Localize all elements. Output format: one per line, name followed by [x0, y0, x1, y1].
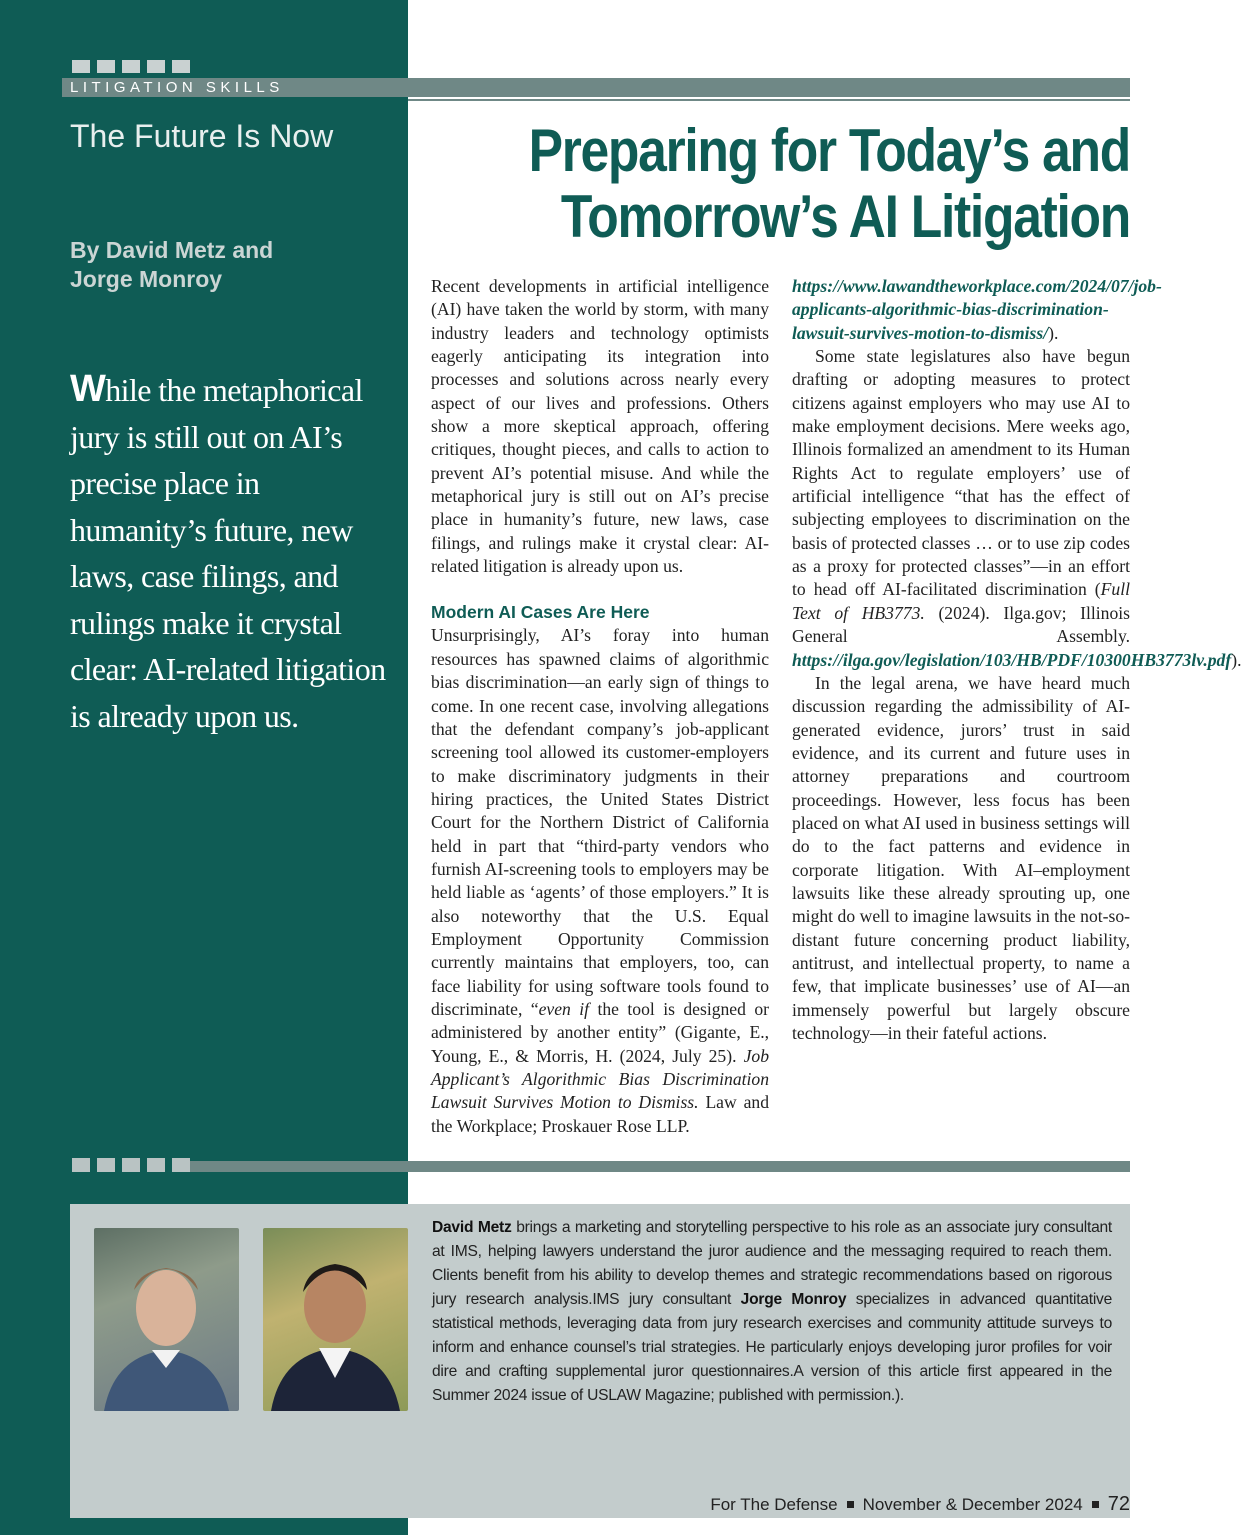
byline-line1: By David Metz and	[70, 237, 274, 263]
author-photo-jorge-monroy	[263, 1228, 408, 1411]
kicker: The Future Is Now	[70, 118, 334, 154]
footer-publication: For The Defense	[710, 1495, 838, 1514]
bio-name-1: David Metz	[432, 1219, 512, 1236]
footer-bullet-icon	[847, 1501, 854, 1508]
bottom-rule	[190, 1161, 1130, 1172]
top-rule	[408, 99, 1130, 101]
footer-bullet-icon	[1092, 1501, 1099, 1508]
page-footer	[710, 1493, 1130, 1516]
footer-issue: November & December 2024	[862, 1495, 1083, 1514]
article-subhead: Modern AI Cases Are Here	[431, 602, 650, 623]
article-paragraph-2: Unsurprisingly, AI’s foray into human resources has spawned claims of algorithmic bias discrimination—an early sign of things to come. In one recent case, involving allegations that the defendant company’s job-applicant screening tool allowed its customer-employers to make discriminatory judgments in their hiring practices, the United States District Court for the Northern District of California held in part that “third-party vendors who furnish AI-screening tools to employers may be held liable as ‘agents’ of those employers.” It is also noteworthy that the U.S. Equal Employment Opportunity Commission currently maintains that employers, too, can face liability for using software tools found to discriminate, “even if the tool is designed or administered by another entity” (Gigante, E., Young, E., & Morris, H. (2024, July 25). Job Applicant’s Algorithmic Bias Discrimination Lawsuit Survives Motion to Dismiss. Law and the Workplace; Proskauer Rose LLP.	[431, 625, 769, 1136]
headline-line2: Tomorrow’s AI Litigation	[560, 183, 1130, 250]
article-paragraph-4: In the legal arena, we have heard much discussion regarding the admissibility of AI-generated evidence, jurors’ trust in said evidence, and its current and future uses in attorney preparations and courtroom proceedings. However, less focus has been placed on what AI used in business settings will do to the fact patterns and evidence in corporate litigation. With AI–employment lawsuits like these already sprouting up, one might do well to imagine lawsuits in the not-so-distant future concerning product liability, antitrust, and intellectual property, to name a few, that implicate businesses’ use of AI—an immensely powerful but largely obscure technology—in their fateful actions.	[792, 672, 1130, 1043]
article-column-2	[792, 275, 1241, 1045]
bio-name-2: Jorge Monroy	[740, 1291, 847, 1308]
pull-quote	[70, 366, 400, 739]
decorative-squares-top	[72, 60, 190, 73]
author-bio-box	[70, 1204, 1130, 1518]
byline-line2: Jorge Monroy	[70, 266, 223, 292]
pull-quote-text: hile the metaphorical jury is still out on AI’s precise place in humanity’s future, new laws, case filings, and rulings make it crystal clear: AI-related litigation is already upon us.	[70, 372, 386, 734]
author-photo-david-metz	[94, 1228, 239, 1411]
source-link-1[interactable]: https://www.lawandtheworkplace.com/2024/07/job-applicants-algorithmic-bias-discrimination-lawsuit-survives-motion-to-dismiss/	[792, 276, 1162, 343]
headline	[518, 118, 1130, 250]
source-link-2[interactable]: https://ilga.gov/legislation/103/HB/PDF/10300HB3773lv.pdf	[792, 649, 1232, 670]
article-paragraph-2-cont: https://www.lawandtheworkplace.com/2024/07/job-applicants-algorithmic-bias-discrimination-lawsuit-survives-motion-to-dismiss/).	[792, 276, 1162, 343]
byline	[70, 236, 390, 294]
page-number: 72	[1107, 1493, 1130, 1515]
decorative-squares-bottom	[72, 1158, 190, 1172]
headline-line1: Preparing for Today’s and	[528, 117, 1130, 184]
article-paragraph-3: Some state legislatures also have begun drafting or adopting measures to protect citizens against employers who may use AI to make employment decisions. Mere weeks ago, Illinois formalized an amendment to its Human Rights Act to regulate employers’ use of artificial intelligence “that has the effect of subjecting employees to discrimination on the basis of protected classes … or to use zip codes as a proxy for protected classes”—in an effort to head off AI-facilitated discrimination (Full Text of HB3773. (2024). Ilga.gov; Illinois General Assembly. https://ilga.gov/legislation/103/HB/PDF/10300HB3773lv.pdf).	[792, 346, 1241, 670]
article-intro: Recent developments in artificial intelligence (AI) have taken the world by storm, with many industry leaders and technology optimists eagerly anticipating its integration into processes and solutions across nearly every aspect of our lives and professions. Others show a more skeptical approach, offering critiques, thought pieces, and calls to action to prevent AI’s potential misuse. And while the metaphorical jury is still out on AI’s precise place in humanity’s future, new laws, case filings, and rulings make it crystal clear: AI-related litigation is already upon us.	[431, 276, 769, 577]
section-label: LITIGATION SKILLS	[70, 79, 284, 96]
author-bio-text: David Metz brings a marketing and storytelling perspective to his role as an associate jury consultant at IMS, helping lawyers understand the juror audience and the messaging required to reach them. Clients benefit from his ability to develop themes and strategic recommendations based on rigorous jury research analysis.IMS jury consultant Jorge Monroy specializes in advanced quantitative statistical methods, leveraging data from jury research exercises and community attitude surveys to inform and enhance counsel’s trial strategies. He particularly enjoys developing juror profiles for voir dire and crafting supplemental juror questionnaires.A version of this article first appeared in the Summer 2024 issue of USLAW Magazine; published with permission.).	[432, 1219, 1113, 1404]
article-column-1	[431, 275, 769, 1138]
pull-quote-drop-letter: W	[70, 368, 106, 410]
